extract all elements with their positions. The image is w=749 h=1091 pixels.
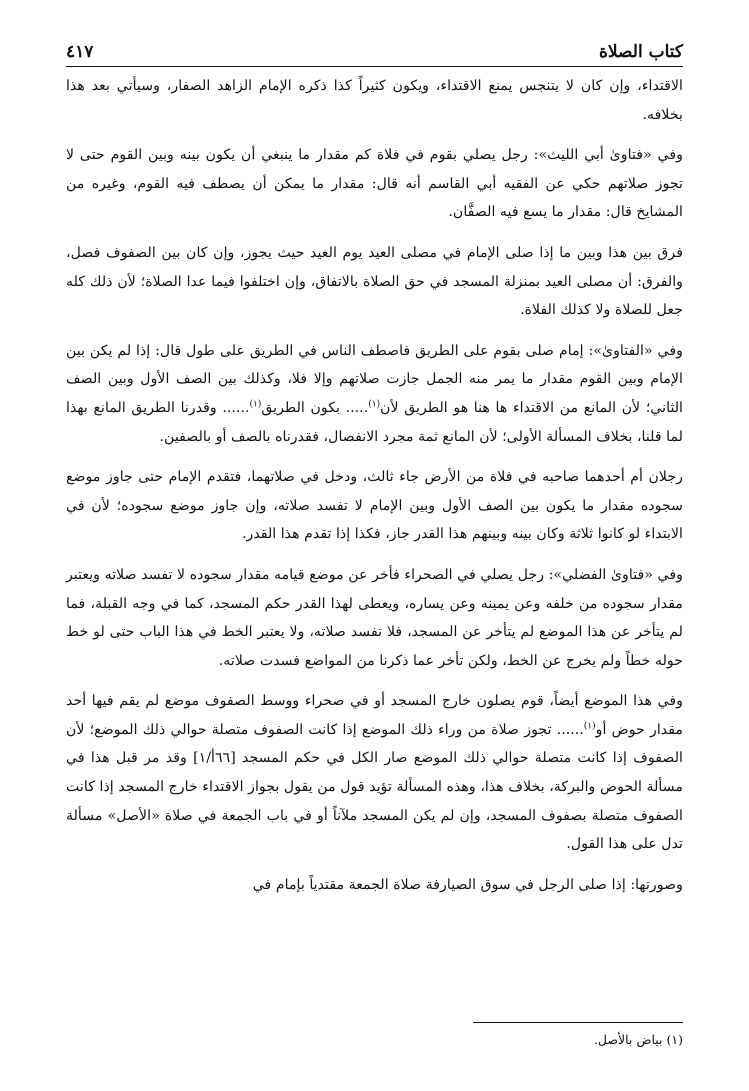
footnote-reference: (١) bbox=[583, 721, 596, 732]
paragraph: وفي «فتاوىٰ الفضلي»: رجل يصلي في الصحراء فأخر عن موضع قيامه مقدار سجوده لا تفسد صلاته ويعتبر مقدار سجوده من خلفه وعن يمينه وعن يساره، ويعطى لهذا القدر حكم المسجد، كما في وجه القبلة، فما لم يتأخر عن هذا الموضع لم يتأخر عن المسجد، فلا تفسد صلاته، ولا يعتبر الخط في هذا الباب حتى لو خط حوله خطاً ولم يخرج عن الخط، ولكن تأخر عما ذكرنا من المواضع فسدت صلاته. bbox=[66, 566, 683, 669]
paragraph: وصورتها: إذا صلى الرجل في سوق الصيارفة صلاة الجمعة مقتدياً بإمام في bbox=[252, 876, 683, 893]
paragraph: وفي «فتاوىٰ أبي الليث»: رجل يصلي بقوم في فلاة كم مقدار ما ينبغي أن يكون بينه وبين القوم حتى لا تجوز صلاتهم حكي عن الفقيه أبي القاسم أنه قال: مقدار ما يمكن أن يصطف فيه القوم، وغيره من المشايخ قال: مقدار ما يسع فيه الصفَّان. bbox=[66, 147, 683, 221]
paragraph: رجلان أم أحدهما صاحبه في فلاة من الأرض جاء ثالث، ودخل في صلاتهما، فتقدم الإمام حتى جاوز موضع سجوده مقدار ما يكون بين الصف الأول وبين الإمام لا تفسد صلاته، وإن جاوز موضع سجوده؛ لأن في الابتداء لو كانوا ثلاثة وكان بينه وبينهم هذا القدر جاز، فكذا إذا تقدم هذا القدر. bbox=[66, 469, 683, 543]
paragraph: فرق بين هذا وبين ما إذا صلى الإمام في مصلى العيد يوم العيد حيث يجوز، وإن كان بين الصفوف فصل، والفرق: أن مصلى العيد بمنزلة المسجد في حق الصلاة بالاتفاق، وإن اختلفوا فيما عدا الصلاة؛ لأن ذلك كله جعل للصلاة ولا كذلك الفلاة. bbox=[66, 244, 683, 319]
page-number: ٤١٧ bbox=[66, 42, 94, 62]
paragraph-text: ..... بكون الطريق bbox=[261, 399, 369, 416]
footnote: (١) بياض بالأصل. bbox=[593, 1032, 683, 1047]
paragraph: الاقتداء، وإن كان لا يتنجس يمنع الاقتداء، ويكون كثيراً كذا ذكره الإمام الزاهد الصفار، وسيأتي بعد هذا بخلافه. bbox=[66, 78, 683, 123]
footnote-reference: (١) bbox=[249, 399, 262, 410]
paragraph-text: وفي «الفتاوىٰ»: إمام صلى بقوم على الطريق فاصطف الناس في الطريق على طول قال: إذا لم يكن بين الإمام وبين القوم مقدار ما يمر منه الجمل جازت صلاتهم وإلا فلا، وكذلك بين الصف الأول وبين الصف الثاني؛ لأن المانع من الاقتداء ها هنا هو الطريق لأن bbox=[66, 342, 683, 416]
paragraph bbox=[66, 687, 683, 859]
body-text bbox=[66, 72, 683, 911]
paragraph-text: وفي هذا الموضع أيضاً، قوم يصلون خارج المسجد أو في صحراء ووسط الصفوف موضع لم يقم فيها أحد مقدار حوض أو bbox=[66, 693, 683, 738]
paragraph bbox=[66, 337, 683, 451]
paragraph-text: ...... تجوز صلاة من وراء ذلك الموضع إذا كانت الصفوف متصلة حوالي ذلك الموضع؛ لأن الصفوف إذا كانت متصلة حوالي ذلك الموضع صار الكل في حكم المسجد [٦٦أ/١] وقد مر قبل هذا في مسألة الحوض والبركة، بخلاف هذا، وهذه المسألة تؤيد قول من يقول بجواز الاقتداء خارج المسجد إذا كانت الصفوف متصلة بصفوف المسجد، وإن لم يكن المسجد ملآناً أو في باب الجمعة في صلاة «الأصل» مسألة تدل على هذا القول. bbox=[66, 721, 683, 853]
running-title: كتاب الصلاة bbox=[598, 42, 683, 62]
footnote-separator bbox=[473, 1022, 683, 1023]
page-header bbox=[66, 28, 683, 67]
paragraph-text: ...... وقدرنا الطريق المانع بهذا لما قلنا، بخلاف المسألة الأولى؛ لأن المانع ثمة مجرد الانفصال، فقدرناه بالصف أو بالصفين. bbox=[66, 399, 683, 445]
footnote-reference: (١) bbox=[368, 399, 381, 410]
